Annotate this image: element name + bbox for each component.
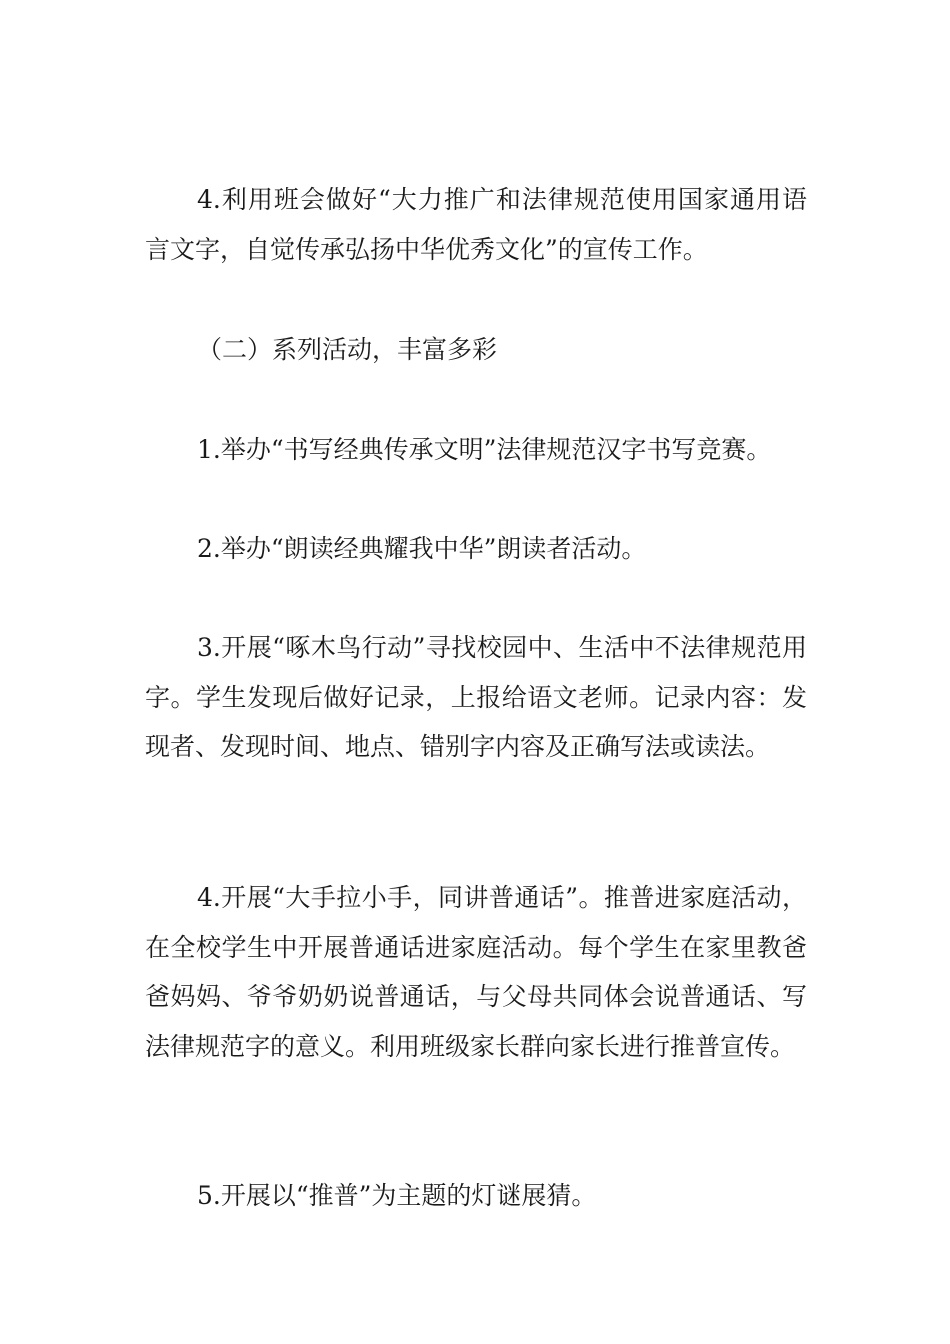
paragraph-writing-competition: 1.举办“书写经典传承文明”法律规范汉字书写竞赛。 [197, 435, 772, 464]
paragraph-class-meeting-publicity: 4.利用班会做好“大力推广和法律规范使用国家通用语言文字，自觉传承弘扬中华优秀文化”的宣传工作。 [145, 185, 807, 264]
paragraph-reading-activity: 2.举办“朗读经典耀我中华”朗读者活动。 [197, 534, 647, 563]
section-heading-series-activities: （二）系列活动，丰富多彩 [197, 335, 498, 364]
paragraph-woodpecker-action: 3.开展“啄木鸟行动”寻找校园中、生活中不法律规范用字。学生发现后做好记录，上报给语文老师。记录内容：发现者、发现时间、地点、错别字内容及正确写法或读法。 [145, 633, 807, 762]
paragraph-mandarin-family-activity: 4.开展“大手拉小手，同讲普通话”。推普进家庭活动，在全校学生中开展普通话进家庭活动。每个学生在家里教爸爸妈妈、爷爷奶奶说普通话，与父母共同体会说普通话、写法律规范字的意义。利用班级家长群向家长进行推普宣传。 [145, 883, 807, 1061]
paragraph-lantern-riddles: 5.开展以“推普”为主题的灯谜展猜。 [197, 1181, 597, 1210]
